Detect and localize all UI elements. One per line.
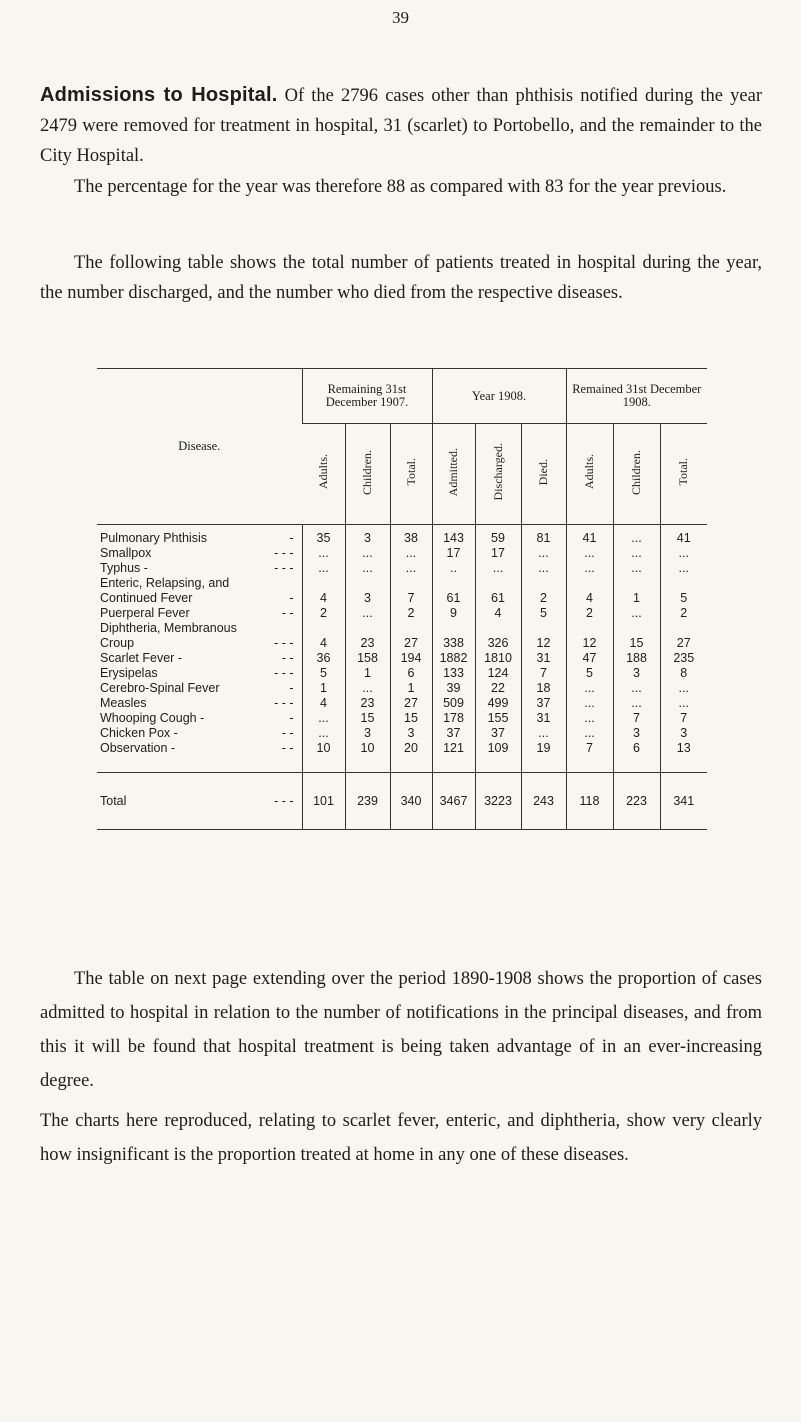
- table-cell: 338: [432, 621, 475, 651]
- table-cell: ...: [521, 561, 566, 576]
- disease-name: [97, 561, 302, 576]
- table-cell: ...: [302, 726, 345, 741]
- table-cell: 3: [613, 726, 660, 741]
- table-row: [97, 651, 707, 666]
- table-cell: 23: [345, 621, 390, 651]
- table-cell: 27: [660, 621, 707, 651]
- disease-name-line: [100, 591, 302, 606]
- table-cell: 133: [432, 666, 475, 681]
- table-cell: 4: [302, 621, 345, 651]
- table-cell: 27: [390, 621, 432, 651]
- table-cell: 81: [521, 525, 566, 547]
- table-cell: ...: [345, 561, 390, 576]
- subheader-label: Adults.: [315, 454, 330, 490]
- table-cell: 1: [302, 681, 345, 696]
- disease-label: Pulmonary Phthisis: [100, 531, 207, 545]
- table-cell: 3467: [432, 773, 475, 830]
- table-row: [97, 666, 707, 681]
- table-cell: 15: [613, 621, 660, 651]
- table-cell: 4: [302, 576, 345, 606]
- table-cell: 18: [521, 681, 566, 696]
- table-cell: 1882: [432, 651, 475, 666]
- table-cell: 5: [302, 666, 345, 681]
- table-cell: ...: [345, 681, 390, 696]
- table-cell: 5: [566, 666, 613, 681]
- table-cell: 20: [390, 741, 432, 773]
- paragraph-table-intro: The following table shows the total number of patients treated in hospital during the year, the number discharged, and the number who died from the respective diseases.: [40, 253, 762, 303]
- table-row: [97, 726, 707, 741]
- table-cell: 47: [566, 651, 613, 666]
- subheader-col-7: [613, 424, 660, 525]
- table-cell: ...: [660, 696, 707, 711]
- table-cell: 12: [521, 621, 566, 651]
- table-cell: ...: [390, 561, 432, 576]
- table-row: [97, 773, 707, 830]
- leader-dashes: - - -: [274, 793, 294, 808]
- subheader-label: Died.: [536, 458, 550, 486]
- disease-name: [97, 773, 302, 830]
- disease-label: Typhus -: [100, 561, 148, 575]
- table-cell: 2: [390, 606, 432, 621]
- table-cell: 7: [613, 711, 660, 726]
- table-cell: 6: [613, 741, 660, 773]
- header-remaining-1907: Remaining 31st December 1907.: [302, 369, 432, 424]
- table-cell: 38: [390, 525, 432, 547]
- disease-name-line: [100, 651, 302, 666]
- leader-dashes: - -: [281, 741, 294, 755]
- table-cell: 3: [345, 726, 390, 741]
- table-cell: 341: [660, 773, 707, 830]
- subheader-label: Adults.: [582, 454, 596, 490]
- table-cell: 326: [475, 621, 521, 651]
- table-cell: 13: [660, 741, 707, 773]
- disease-name: [97, 696, 302, 711]
- disease-name-line: [100, 666, 302, 681]
- table-row: [97, 741, 707, 773]
- subheader-col-5: [521, 424, 566, 525]
- table-cell: 10: [302, 741, 345, 773]
- table-cell: 499: [475, 696, 521, 711]
- table-cell: 194: [390, 651, 432, 666]
- disease-name: [97, 621, 302, 651]
- table-cell: 22: [475, 681, 521, 696]
- table-cell: 12: [566, 621, 613, 651]
- table-row: [97, 681, 707, 696]
- table-cell: 37: [475, 726, 521, 741]
- table-cell: 17: [475, 546, 521, 561]
- leader-dashes: - -: [281, 651, 294, 665]
- table-cell: 143: [432, 525, 475, 547]
- header-remained-1908: Remained 31st December 1908.: [566, 369, 707, 424]
- disease-name: [97, 711, 302, 726]
- leader-dashes: - - -: [274, 696, 294, 710]
- disease-label: Puerperal Fever: [100, 606, 190, 620]
- table-cell: 188: [613, 651, 660, 666]
- disease-name: [97, 546, 302, 561]
- table-cell: 39: [432, 681, 475, 696]
- table-cell: 37: [432, 726, 475, 741]
- table-row: [97, 696, 707, 711]
- disease-label: Erysipelas: [100, 666, 158, 680]
- leader-dashes: -: [289, 591, 294, 605]
- table-cell: 3223: [475, 773, 521, 830]
- table-cell: 7: [660, 711, 707, 726]
- disease-name-line: Enteric, Relapsing, and: [100, 576, 230, 590]
- table-cell: ...: [390, 546, 432, 561]
- leader-dashes: -: [289, 681, 294, 695]
- disease-name-line: [100, 606, 302, 621]
- subheader-label: Discharged.: [490, 443, 505, 501]
- table-cell: 3: [613, 666, 660, 681]
- disease-name: [97, 606, 302, 621]
- hospital-admissions-table: [97, 369, 707, 830]
- table-cell: ...: [566, 546, 613, 561]
- table-cell: 3: [660, 726, 707, 741]
- table-cell: 158: [345, 651, 390, 666]
- table-cell: 15: [390, 711, 432, 726]
- disease-name-line: [100, 794, 302, 809]
- table-cell: 17: [432, 546, 475, 561]
- table-cell: 9: [432, 606, 475, 621]
- table-row: [97, 576, 707, 606]
- table-cell: ...: [660, 546, 707, 561]
- table-cell: ...: [345, 546, 390, 561]
- table-cell: ...: [302, 546, 345, 561]
- table-cell: 4: [302, 696, 345, 711]
- paragraph-percentage: The percentage for the year was therefore 88 as compared with 83 for the year previous.: [74, 177, 727, 197]
- disease-label: Total: [100, 793, 127, 808]
- disease-name-line: [100, 741, 302, 756]
- table-cell: 37: [521, 696, 566, 711]
- leader-dashes: - -: [281, 726, 294, 740]
- leader-dashes: -: [289, 711, 294, 725]
- disease-name-line: [100, 726, 302, 741]
- subheader-col-2: [390, 424, 432, 525]
- table-cell: 2: [521, 576, 566, 606]
- table-cell: 7: [566, 741, 613, 773]
- table-cell: 2: [302, 606, 345, 621]
- section-heading: Admissions to Hospital.: [40, 84, 278, 106]
- disease-name: [97, 666, 302, 681]
- table-cell: 23: [345, 696, 390, 711]
- table-cell: ...: [566, 696, 613, 711]
- table-row: [97, 621, 707, 651]
- table-row: [97, 561, 707, 576]
- disease-name-continued: Continued Fever: [100, 591, 193, 605]
- disease-name: [97, 726, 302, 741]
- paragraph-charts: The charts here reproduced, relating to scarlet fever, enteric, and diphtheria, show very clearly how insignificant is the proportion treated at home in any one of these diseases.: [40, 1111, 762, 1165]
- table-cell: 7: [390, 576, 432, 606]
- table-cell: 340: [390, 773, 432, 830]
- paragraph-admissions: [40, 80, 762, 171]
- subheader-label: Total.: [676, 458, 691, 486]
- table-cell: 36: [302, 651, 345, 666]
- disease-name-line: [100, 696, 302, 711]
- table-cell: ..: [432, 561, 475, 576]
- table-cell: 1: [345, 666, 390, 681]
- table-cell: 19: [521, 741, 566, 773]
- table-cell: 509: [432, 696, 475, 711]
- table-cell: 1: [613, 576, 660, 606]
- disease-label: Chicken Pox -: [100, 726, 178, 740]
- disease-label: Smallpox: [100, 546, 152, 560]
- table-cell: 2: [660, 606, 707, 621]
- table-cell: 59: [475, 525, 521, 547]
- table-cell: 10: [345, 741, 390, 773]
- table-cell: 61: [432, 576, 475, 606]
- page-number: 39: [392, 8, 409, 27]
- table-cell: 3: [345, 576, 390, 606]
- table-cell: ...: [613, 696, 660, 711]
- table-cell: 61: [475, 576, 521, 606]
- table-cell: 121: [432, 741, 475, 773]
- disease-name-line: [100, 711, 302, 726]
- table-cell: 7: [521, 666, 566, 681]
- table-cell: ...: [660, 681, 707, 696]
- table-cell: ...: [566, 726, 613, 741]
- table-cell: ...: [521, 546, 566, 561]
- table-cell: 41: [660, 525, 707, 547]
- table-cell: 243: [521, 773, 566, 830]
- subheader-col-8: [660, 424, 707, 525]
- table-cell: ...: [613, 561, 660, 576]
- table-row: [97, 525, 707, 547]
- table-cell: ...: [613, 681, 660, 696]
- table-cell: ...: [613, 525, 660, 547]
- table-cell: 35: [302, 525, 345, 547]
- header-disease: Disease.: [97, 369, 302, 525]
- disease-name-line: [100, 636, 302, 651]
- table-cell: 118: [566, 773, 613, 830]
- leader-dashes: - - -: [274, 546, 294, 560]
- leader-dashes: -: [289, 531, 294, 545]
- table-cell: ...: [613, 606, 660, 621]
- table-cell: 239: [345, 773, 390, 830]
- disease-name-line: [100, 561, 302, 576]
- leader-dashes: - -: [281, 606, 294, 620]
- table-cell: 3: [390, 726, 432, 741]
- table-row: [97, 711, 707, 726]
- subheader-label: Admitted.: [446, 447, 460, 497]
- table-cell: 101: [302, 773, 345, 830]
- table-cell: 109: [475, 741, 521, 773]
- subheader-label: Total.: [403, 458, 418, 486]
- leader-dashes: - - -: [274, 636, 294, 650]
- disease-name: [97, 681, 302, 696]
- paragraph-text: Of the 2796 cases other than phthisis notified during the year 2479 were removed for treatment in hospital, 31 (scarlet) to Portobello, and the remainder to the City Hospital.: [40, 86, 762, 166]
- disease-label: Measles: [100, 696, 147, 710]
- subheader-label: Children.: [360, 449, 374, 495]
- table-cell: 124: [475, 666, 521, 681]
- table-cell: ...: [475, 561, 521, 576]
- table-cell: 2: [566, 606, 613, 621]
- table-cell: 31: [521, 711, 566, 726]
- table-cell: 5: [521, 606, 566, 621]
- table-cell: 6: [390, 666, 432, 681]
- disease-name: [97, 576, 302, 606]
- subheader-label: Children.: [629, 449, 643, 495]
- disease-name-line: Diphtheria, Membranous: [100, 621, 237, 635]
- table-row: [97, 606, 707, 621]
- table-cell: 8: [660, 666, 707, 681]
- table-cell: 4: [475, 606, 521, 621]
- table-cell: 235: [660, 651, 707, 666]
- table-cell: ...: [566, 561, 613, 576]
- disease-label: Whooping Cough -: [100, 711, 205, 725]
- table-cell: 223: [613, 773, 660, 830]
- leader-dashes: - - -: [274, 561, 294, 575]
- table-cell: 4: [566, 576, 613, 606]
- table-cell: ...: [566, 711, 613, 726]
- disease-name: [97, 741, 302, 773]
- table-cell: ...: [521, 726, 566, 741]
- table-cell: 1810: [475, 651, 521, 666]
- table-cell: 15: [345, 711, 390, 726]
- subheader-col-3: [432, 424, 475, 525]
- disease-label: Observation -: [100, 741, 176, 755]
- paragraph-next-page-table: The table on next page extending over the period 1890-1908 shows the proportion of cases admitted to hospital in relation to the number of notifications in the principal diseases, and from this it will be found that hospital treatment is being taken advantage of in an ever-increasing degree.: [40, 969, 762, 1091]
- table-cell: ...: [302, 711, 345, 726]
- table-cell: 41: [566, 525, 613, 547]
- disease-name-line: [100, 546, 302, 561]
- table-cell: ...: [566, 681, 613, 696]
- disease-label: Cerebro-Spinal Fever: [100, 681, 220, 695]
- disease-name-continued: Croup: [100, 636, 135, 650]
- disease-label: Scarlet Fever -: [100, 651, 182, 665]
- table-cell: 155: [475, 711, 521, 726]
- subheader-col-0: [302, 424, 345, 525]
- table-cell: 3: [345, 525, 390, 547]
- table-cell: 5: [660, 576, 707, 606]
- leader-dashes: - - -: [274, 666, 294, 680]
- table-cell: ...: [613, 546, 660, 561]
- table-cell: ...: [660, 561, 707, 576]
- table-row: [97, 546, 707, 561]
- table-cell: ...: [302, 561, 345, 576]
- table-cell: 1: [390, 681, 432, 696]
- disease-name-line: [100, 531, 302, 546]
- disease-name-line: [100, 681, 302, 696]
- table-cell: 27: [390, 696, 432, 711]
- header-year-1908: Year 1908.: [432, 369, 566, 424]
- subheader-col-4: [475, 424, 521, 525]
- subheader-col-6: [566, 424, 613, 525]
- table-cell: ...: [345, 606, 390, 621]
- disease-name: [97, 651, 302, 666]
- table-cell: 31: [521, 651, 566, 666]
- table-cell: 178: [432, 711, 475, 726]
- subheader-col-1: [345, 424, 390, 525]
- disease-name: [97, 525, 302, 547]
